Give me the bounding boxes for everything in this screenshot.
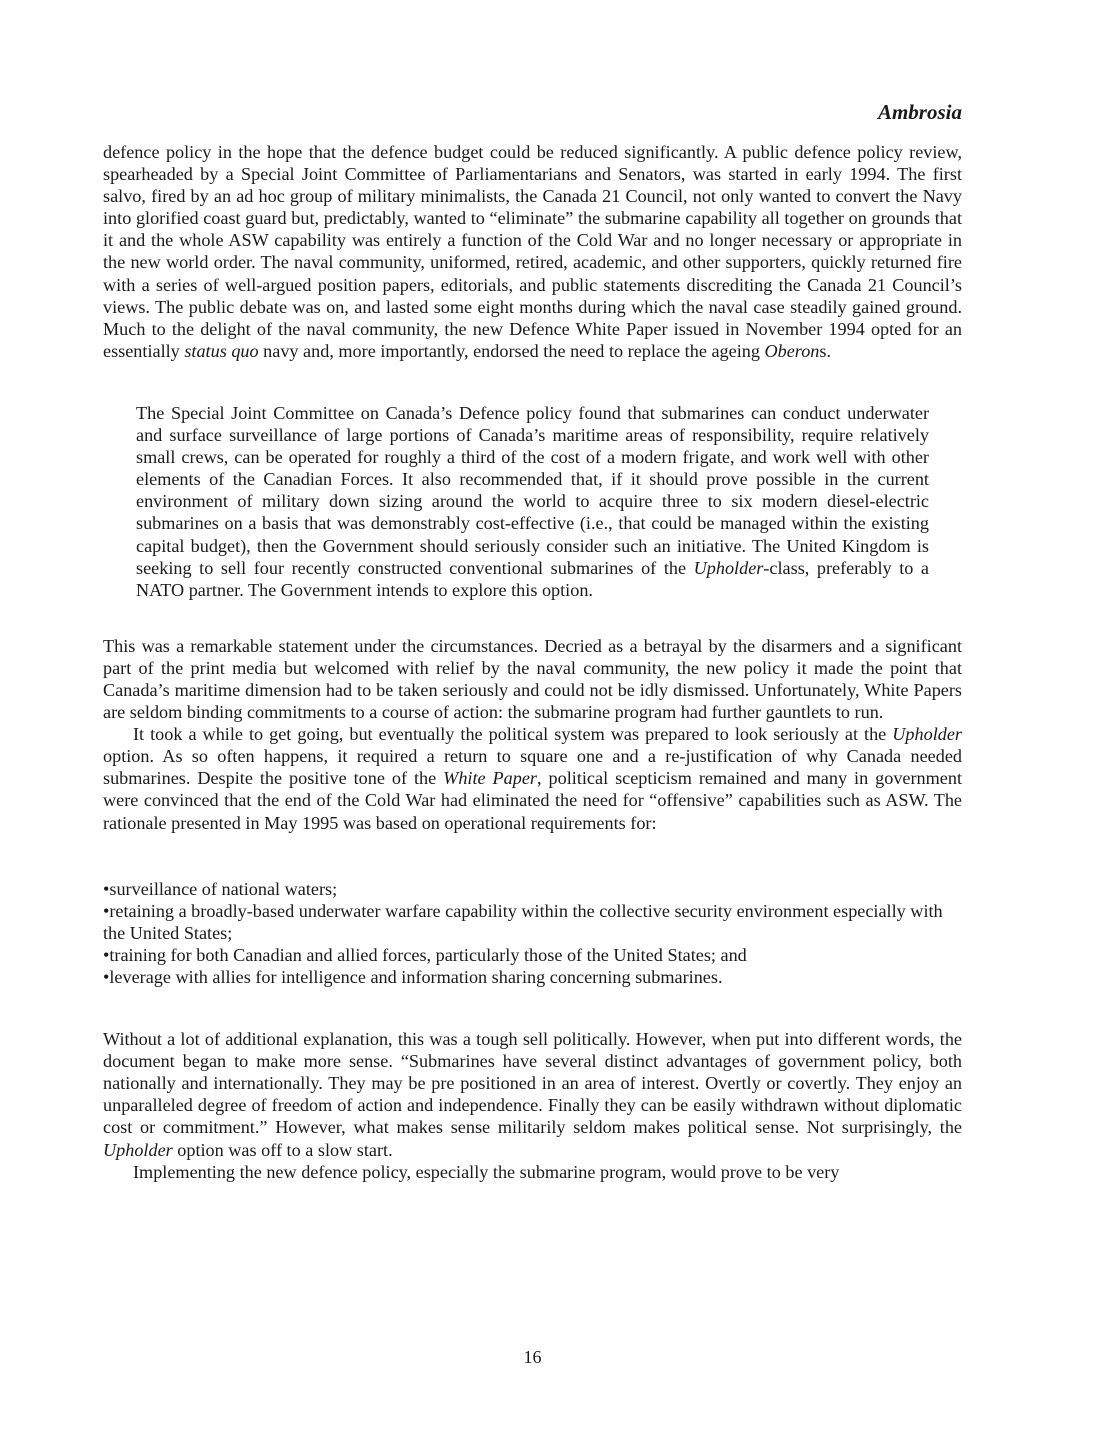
requirements-list [103,878,962,988]
list-item: • retaining a broadly-based underwater warfare capability within the collective security environment especially with the United States; [103,900,962,944]
paragraph: It took a while to get going, but eventually the political system was prepared to look seriously at the Upholder option. As so often happens, it required a return to square one and a re-justification of why Canada needed submarines. Despite the positive tone of the White Paper, political scepticism remained and many in government were convinced that the end of the Cold War had eliminated the need for “offensive” capabilities such as ASW. The rationale presented in May 1995 was based on operational requirements for: [103,724,963,833]
paragraph: This was a remarkable statement under the circumstances. Decried as a betrayal by the disarmers and a significant part of the print media but welcomed with relief by the naval community, the new policy it made the point that Canada’s maritime dimension had to be taken seriously and could not be idly dismissed. Unfortunately, White Papers are seldom binding commitments to a course of action: the submarine program had further gauntlets to run. [103,635,962,723]
page-number: 16 [523,1347,542,1367]
paragraph: Implementing the new defence policy, especially the submarine program, would prove to be very [133,1161,840,1182]
paragraph: Without a lot of additional explanation, this was a tough sell politically. However, when put into different words, the document began to make more sense. “Submarines have several distinct advantages of government policy, both nationally and internationally. They may be pre positioned in an area of interest. Overtly or covertly. They enjoy an unparalleled degree of freedom of action and independence. Finally they can be easily withdrawn without diplomatic cost or commitment.” However, what makes sense militarily seldom makes political sense. Not surprisingly, the Upholder option was off to a slow start. [103,1029,962,1160]
running-title: Ambrosia [877,100,962,124]
list-item: • training for both Canadian and allied forces, particularly those of the United States; and [103,944,962,966]
body-text [103,141,962,1183]
paragraph: defence policy in the hope that the defence budget could be reduced significantly. A public defence policy review, spearheaded by a Special Joint Committee of Parliamentarians and Senators, was started in early 1994. The first salvo, fired by an ad hoc group of military minimalists, the Canada 21 Council, not only wanted to convert the Navy into glorified coast guard but, predictably, wanted to “eliminate” the submarine capability all together on grounds that it and the whole ASW capability was entirely a function of the Cold War and no longer necessary or appropriate in the new world order. The naval community, uniformed, retired, academic, and other supporters, quickly returned fire with a series of well-argued position papers, editorials, and public statements discrediting the Canada 21 Council’s views. The public debate was on, and lasted some eight months during which the naval case steadily gained ground. Much to the delight of the naval community, the new Defence White Paper issued in November 1994 opted for an essentially status quo navy and, more importantly, endorsed the need to replace the ageing Oberons. [103,142,962,361]
block-quote: The Special Joint Committee on Canada’s Defence policy found that submarines can conduct underwater and surface surveillance of large portions of Canada’s maritime areas of responsibility, require relatively small crews, can be operated for roughly a third of the cost of a modern frigate, and work well with other elements of the Canadian Forces. It also recommended that, if it should prove possible in the current environment of military down sizing around the world to acquire three to six modern diesel-electric submarines on a basis that was demonstrably cost-effective (i.e., that could be managed within the existing capital budget), then the Government should seriously consider such an initiative. The United Kingdom is seeking to sell four recently constructed conventional submarines of the Upholder-class, preferably to a NATO partner. The Government intends to explore this option. [136,402,930,600]
list-item: • leverage with allies for intelligence and information sharing concerning submarines. [103,966,962,988]
list-item: • surveillance of national waters; [103,878,962,900]
